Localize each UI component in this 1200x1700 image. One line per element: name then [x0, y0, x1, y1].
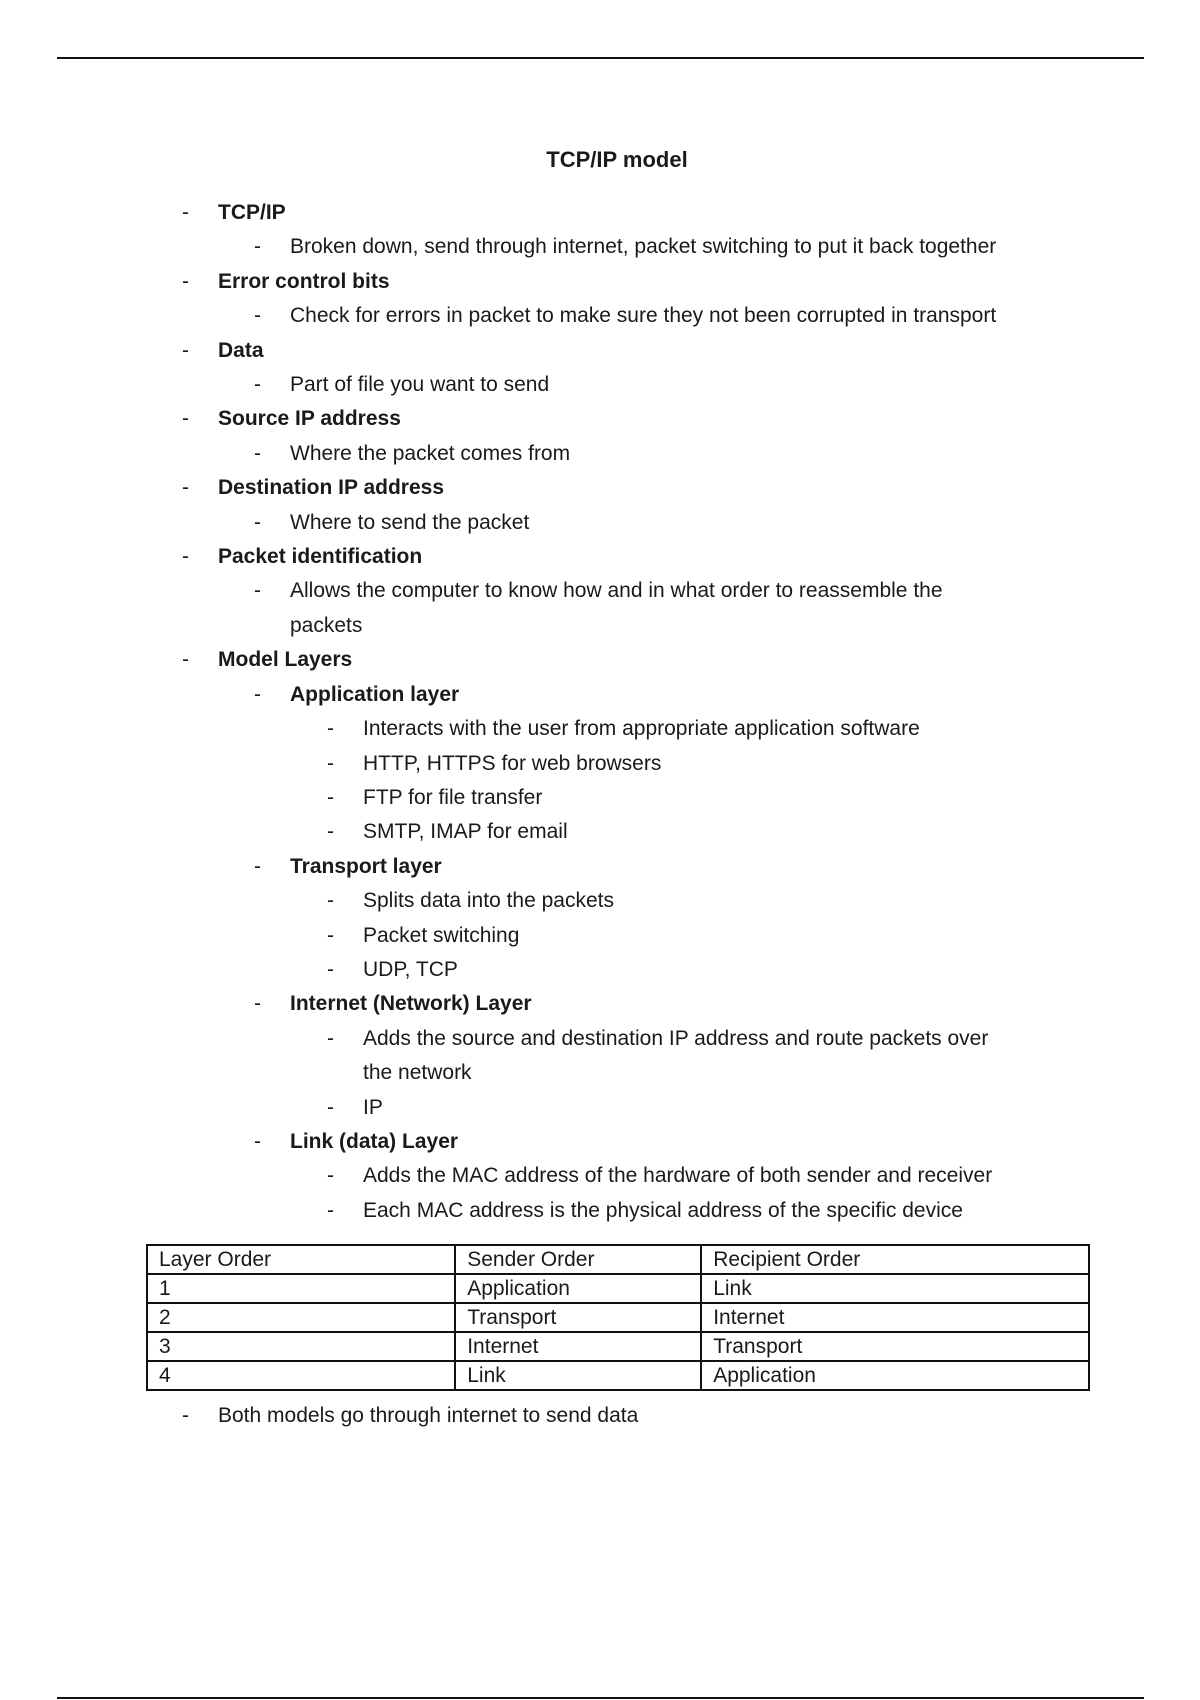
header-rule: [57, 57, 1144, 59]
list-item: [0, 884, 1200, 918]
table-cell: Transport: [455, 1303, 701, 1332]
table-header-cell: Layer Order: [147, 1245, 455, 1274]
section-heading: TCP/IP: [218, 201, 286, 224]
layer-detail: Adds the source and destination IP address and route packets over: [363, 1026, 989, 1050]
list-item: [0, 471, 1200, 505]
bullet-dash: -: [182, 269, 189, 293]
table-cell: Transport: [701, 1332, 1089, 1361]
after-table-note: [0, 1399, 1200, 1433]
bullet-dash: -: [254, 373, 261, 397]
list-item: [0, 919, 1200, 953]
layer-detail: Packet switching: [363, 923, 520, 947]
table-cell: 2: [147, 1303, 455, 1332]
list-item: [0, 230, 1200, 264]
list-item: [0, 781, 1200, 815]
bullet-dash: -: [327, 785, 334, 809]
bullet-dash: -: [182, 201, 189, 224]
layer-item: [0, 1125, 1200, 1159]
section-heading: Error control bits: [218, 269, 390, 293]
bullet-dash: -: [327, 751, 334, 775]
list-item: [0, 368, 1200, 402]
list-item: [0, 437, 1200, 471]
bullet-dash: -: [254, 304, 261, 328]
table-row: [147, 1303, 1089, 1332]
section-text: Check for errors in packet to make sure they not been corrupted in transport: [290, 304, 997, 328]
layer-detail: SMTP, IMAP for email: [363, 820, 568, 844]
layer-name: Transport layer: [290, 854, 442, 878]
layer-detail: Adds the MAC address of the hardware of both sender and receiver: [363, 1164, 993, 1188]
table-cell: Link: [455, 1361, 701, 1390]
layer-detail: IP: [363, 1095, 383, 1119]
section-text: Allows the computer to know how and in what order to reassemble the: [290, 579, 943, 603]
list-item: [0, 402, 1200, 436]
table-row: [147, 1332, 1089, 1361]
bullet-dash: -: [254, 441, 261, 465]
table-cell: Link: [701, 1274, 1089, 1303]
bullet-dash: -: [254, 1129, 261, 1153]
bullet-dash: -: [327, 1095, 334, 1119]
layer-item: [0, 850, 1200, 884]
bullet-dash: -: [254, 854, 261, 878]
table-cell: Application: [701, 1361, 1089, 1390]
section-text: Where the packet comes from: [290, 441, 571, 465]
list-item: [0, 1194, 1200, 1228]
bullet-dash: -: [327, 1026, 334, 1050]
bullet-dash: -: [327, 717, 334, 741]
table-cell: 3: [147, 1332, 455, 1361]
layer-detail: FTP for file transfer: [363, 785, 543, 809]
bullet-dash: -: [182, 476, 189, 500]
list-item: [0, 196, 1200, 230]
list-item: [0, 643, 1200, 677]
layer-detail: UDP, TCP: [363, 957, 458, 981]
section-heading: Destination IP address: [218, 476, 445, 500]
list-item: [0, 1091, 1200, 1125]
bullet-dash: -: [327, 820, 334, 844]
bullet-dash: -: [254, 510, 261, 534]
bullet-dash: -: [327, 1198, 334, 1222]
table-cell: Application: [455, 1274, 701, 1303]
layer-item: [0, 987, 1200, 1021]
list-item: [0, 506, 1200, 540]
list-item: [0, 299, 1200, 333]
note-text: Both models go through internet to send data: [218, 1404, 639, 1427]
section-text: Broken down, send through internet, packet switching to put it back together: [290, 235, 997, 259]
bullet-dash: -: [182, 648, 189, 672]
table-header-row: [147, 1245, 1089, 1274]
bullet-dash: -: [182, 407, 189, 431]
layer-order-table: [146, 1244, 1090, 1391]
list-item: [0, 574, 1200, 608]
section-text: packets: [290, 613, 363, 637]
layer-item: [0, 678, 1200, 712]
table-cell: Internet: [701, 1303, 1089, 1332]
outline: [0, 196, 1200, 1228]
footer-rule: [57, 1697, 1144, 1699]
section-heading: Model Layers: [218, 648, 353, 672]
list-item: [0, 265, 1200, 299]
bullet-dash: -: [182, 1404, 189, 1427]
bullet-dash: -: [254, 579, 261, 603]
bullet-dash: -: [254, 235, 261, 259]
bullet-dash: -: [254, 682, 261, 706]
list-item-continuation: [0, 1056, 1200, 1090]
section-text: Part of file you want to send: [290, 373, 550, 397]
layer-name: Link (data) Layer: [290, 1129, 459, 1153]
list-item: [0, 815, 1200, 849]
bullet-dash: -: [327, 889, 334, 913]
list-item-continuation: [0, 609, 1200, 643]
bullet-dash: -: [254, 992, 261, 1016]
list-item: [0, 747, 1200, 781]
list-item: [0, 953, 1200, 987]
section-heading: Source IP address: [218, 407, 401, 431]
layer-detail: the network: [363, 1061, 472, 1085]
page-title: TCP/IP model: [546, 147, 688, 172]
list-item: [0, 540, 1200, 574]
layer-name: Application layer: [290, 682, 460, 706]
list-item: [0, 334, 1200, 368]
table-row: [147, 1361, 1089, 1390]
table-cell: 4: [147, 1361, 455, 1390]
table-header-cell: Recipient Order: [701, 1245, 1089, 1274]
layer-detail: HTTP, HTTPS for web browsers: [363, 751, 662, 775]
layer-detail: Each MAC address is the physical address of the specific device: [363, 1198, 963, 1222]
list-item: [0, 1399, 1200, 1433]
bullet-dash: -: [327, 923, 334, 947]
list-item: [0, 1022, 1200, 1056]
bullet-dash: -: [182, 338, 189, 362]
list-item: [0, 1159, 1200, 1193]
layer-name: Internet (Network) Layer: [290, 992, 532, 1016]
table-cell: Internet: [455, 1332, 701, 1361]
layer-detail: Splits data into the packets: [363, 889, 614, 913]
bullet-dash: -: [327, 957, 334, 981]
table-cell: 1: [147, 1274, 455, 1303]
section-heading: Data: [218, 338, 264, 362]
table-row: [147, 1274, 1089, 1303]
list-item: [0, 712, 1200, 746]
bullet-dash: -: [327, 1164, 334, 1188]
section-text: Where to send the packet: [290, 510, 530, 534]
table-header-cell: Sender Order: [455, 1245, 701, 1274]
layer-detail: Interacts with the user from appropriate application software: [363, 717, 920, 741]
section-heading: Packet identification: [218, 545, 423, 569]
bullet-dash: -: [182, 545, 189, 569]
